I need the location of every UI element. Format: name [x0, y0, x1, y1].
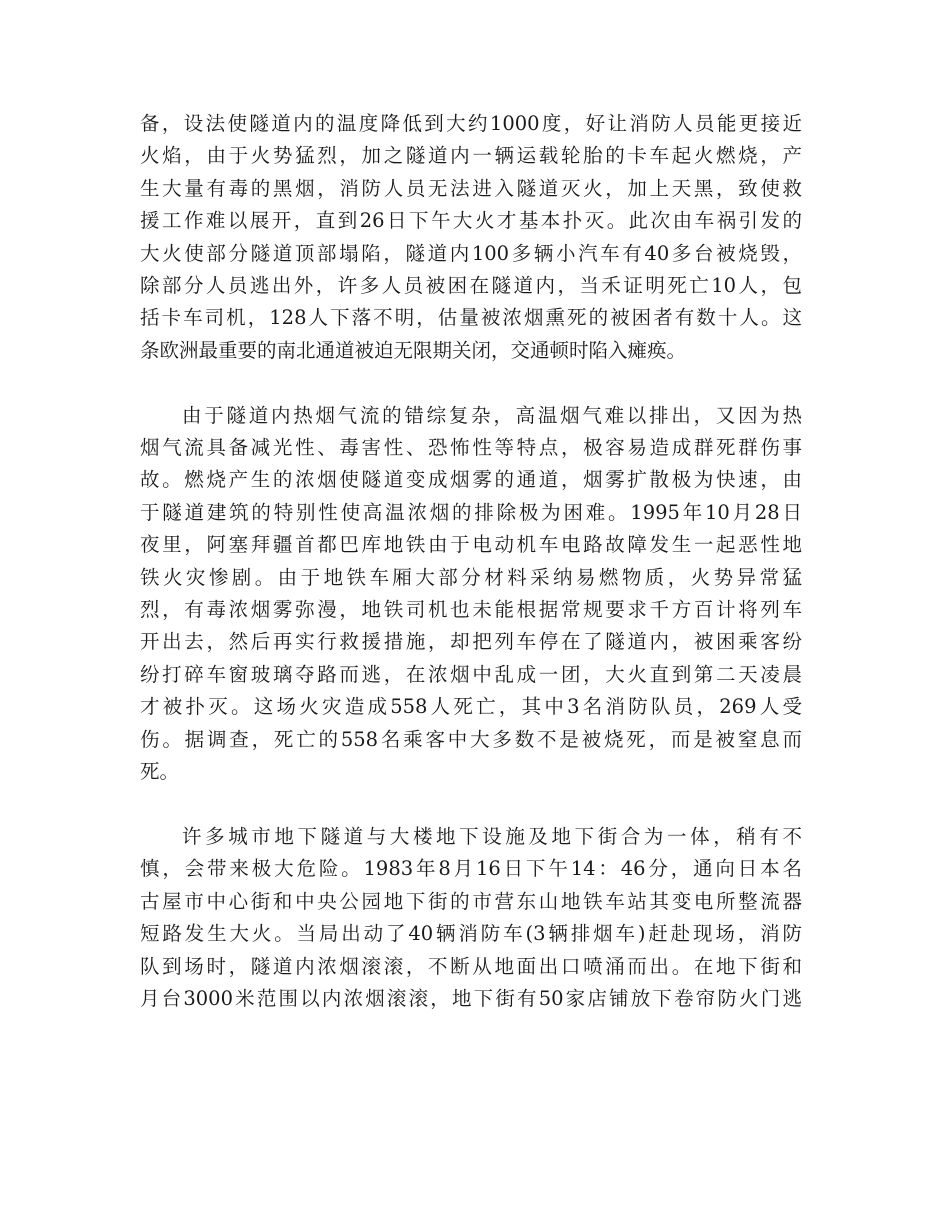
text-line: 月台3000米范围以内浓烟滚滚，地下街有50家店铺放下卷帘防火门逃 — [140, 986, 802, 1010]
text-line: 短路发生大火。当局出动了40辆消防车(3辆排烟车)赶赴现场，消防 — [140, 922, 802, 946]
text-line: 火焰，由于火势猛烈，加之隧道内一辆运载轮胎的卡车起火燃烧，产 — [140, 144, 802, 168]
text-line: 慎，会带来极大危险。1983年8月16日下午14：46分，通向日本名 — [140, 857, 802, 881]
text-line: 铁火灾惨剧。由于地铁车厢大部分材料采纳易燃物质，火势异常猛 — [140, 565, 802, 589]
text-line: 死。 — [140, 760, 180, 784]
text-line: 条欧洲最重要的南北通道被迫无限期关闭，交通顿时陷入瘫痪。 — [140, 338, 687, 362]
text-line: 许多城市地下隧道与大楼地下设施及地下街合为一体，稍有不 — [182, 824, 802, 848]
paragraph-spacer — [140, 789, 802, 821]
text-line: 于隧道建筑的特别性使高温浓烟的排除极为困难。1995年10月28日 — [140, 500, 802, 524]
text-line: 生大量有毒的黑烟，消防人员无法进入隧道灭火，加上天黑，致使救 — [140, 176, 802, 200]
text-line: 备，设法使隧道内的温度降低到大约1000度，好让消防人员能更接近 — [140, 112, 802, 135]
text-line: 纷打碎车窗玻璃夺路而逃，在浓烟中乱成一团，大火直到第二天凌晨 — [140, 662, 802, 686]
paragraph-1 — [140, 108, 802, 367]
text-line: 伤。据调查，死亡的558名乘客中大多数不是被烧死，而是被窒息而 — [140, 727, 802, 751]
text-line: 烈，有毒浓烟雾弥漫，地铁司机也未能根据常规要求千方百计将列车 — [140, 598, 802, 622]
document-page — [140, 108, 802, 1015]
text-line: 开出去，然后再实行救援措施，却把列车停在了隧道内，被困乘客纷 — [140, 630, 802, 654]
text-line: 古屋市中心街和中央公园地下街的市营东山地铁车站其变电所整流器 — [140, 889, 802, 913]
paragraph-spacer — [140, 367, 802, 399]
text-line: 才被扑灭。这场火灾造成558人死亡，其中3名消防队员，269人受 — [140, 695, 802, 719]
text-line: 烟气流具备减光性、毒害性、恐怖性等特点，极容易造成群死群伤事 — [140, 436, 802, 460]
text-line: 援工作难以展开，直到26日下午大火才基本扑灭。此次由车祸引发的 — [140, 209, 802, 233]
paragraph-3 — [140, 821, 802, 1015]
text-line: 除部分人员逃出外，许多人员被困在隧道内，当禾证明死亡10人，包 — [140, 274, 802, 298]
text-line: 队到场时，隧道内浓烟滚滚，不断从地面出口喷涌而出。在地下街和 — [140, 954, 802, 978]
text-line: 大火使部分隧道顶部塌陷，隧道内100多辆小汽车有40多台被烧毁， — [140, 241, 802, 265]
paragraph-2 — [140, 400, 802, 789]
text-line: 夜里，阿塞拜疆首都巴库地铁由于电动机车电路故障发生一起恶性地 — [140, 533, 802, 557]
text-line: 故。燃烧产生的浓烟使隧道变成烟雾的通道，烟雾扩散极为快速，由 — [140, 468, 802, 492]
text-line: 由于隧道内热烟气流的错综复杂，高温烟气难以排出，又因为热 — [182, 403, 802, 427]
text-line: 括卡车司机，128人下落不明，估量被浓烟熏死的被困者有数十人。这 — [140, 306, 802, 330]
